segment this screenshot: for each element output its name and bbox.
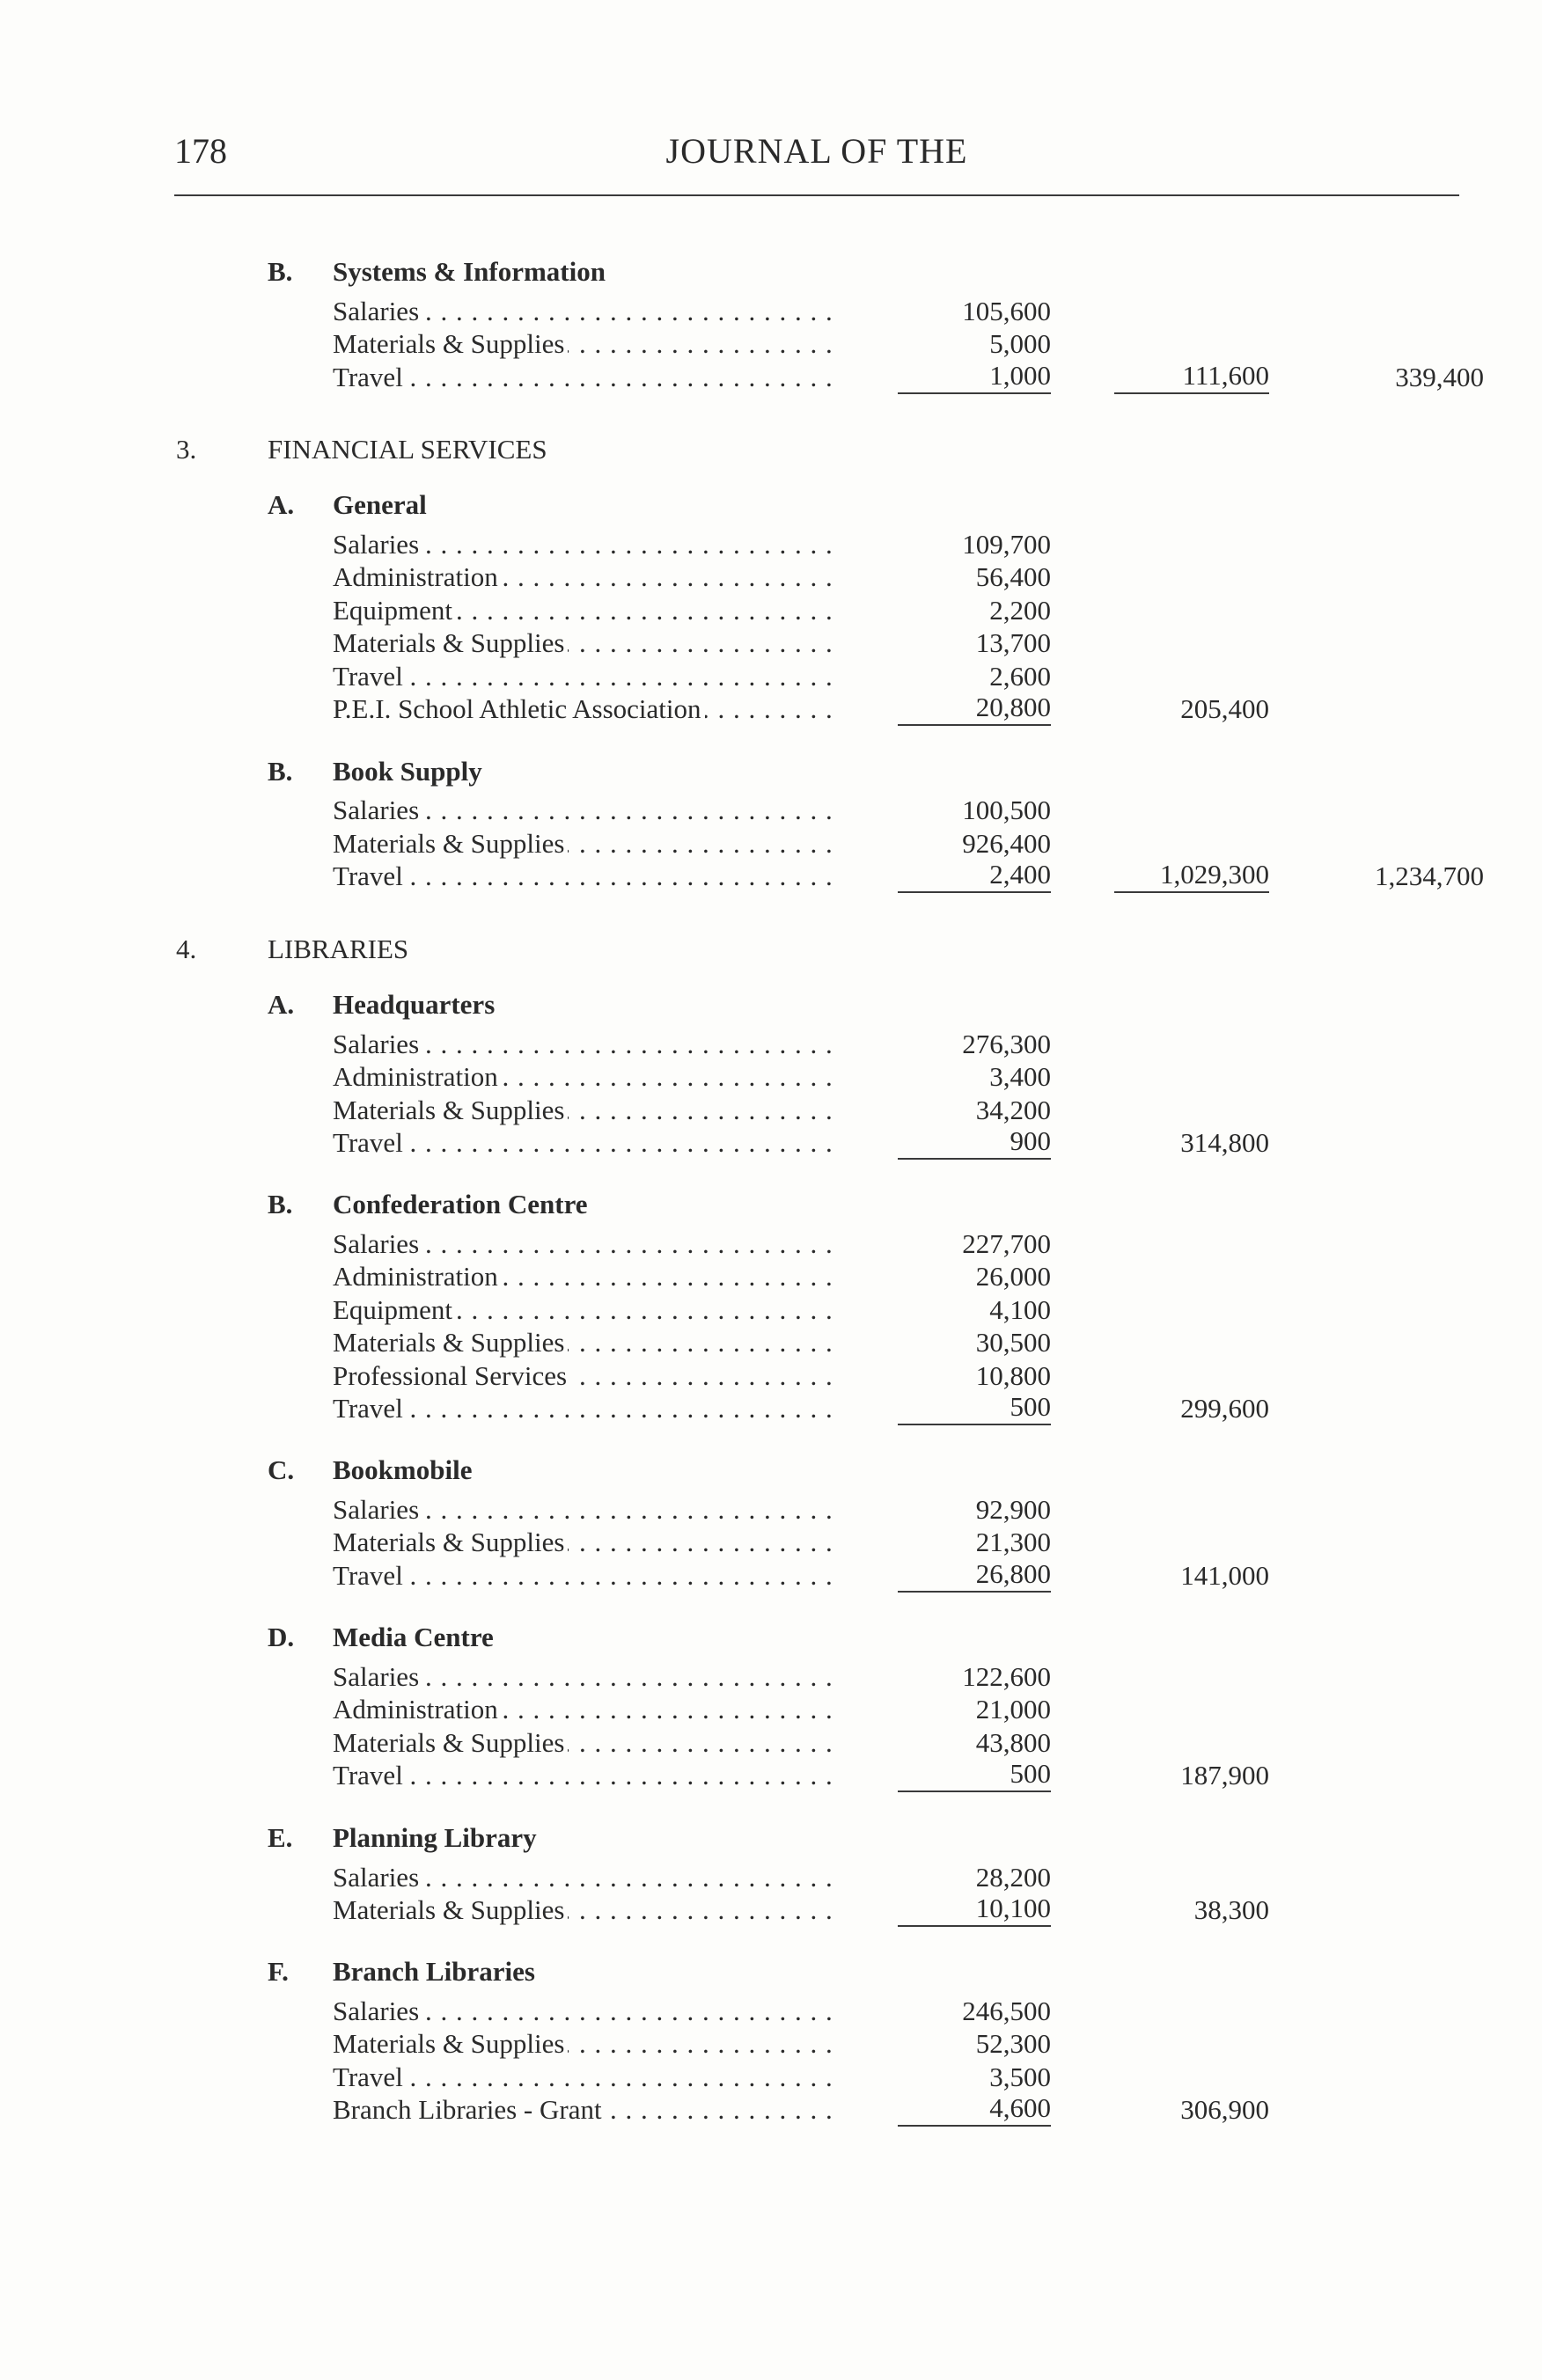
line-item-label — [333, 794, 833, 827]
line-item-label — [333, 860, 833, 893]
line-item-text: Travel — [333, 1760, 407, 1790]
table-row — [0, 1227, 1542, 1261]
line-item-amount: 10,800 — [975, 1360, 1051, 1391]
subsection-letter: B. — [268, 256, 293, 287]
line-item-amount: 21,300 — [975, 1527, 1051, 1557]
line-item-label — [333, 1126, 833, 1160]
subsection-heading — [0, 1454, 1542, 1487]
line-item-amount: 2,200 — [989, 595, 1051, 626]
section-total: 1,234,700 — [1375, 860, 1484, 891]
table-row — [0, 794, 1542, 827]
table-row — [0, 1293, 1542, 1327]
table-row — [0, 361, 1542, 394]
line-item-amount: 26,800 — [898, 1559, 1051, 1593]
table-row — [0, 1094, 1542, 1127]
subsection-title: Bookmobile — [333, 1454, 473, 1485]
line-item-label — [333, 1493, 833, 1527]
line-item-text: Branch Libraries - Grant — [333, 2094, 606, 2125]
line-item-text: Equipment — [333, 1294, 456, 1325]
subsection-total: 111,600 — [1114, 361, 1269, 394]
line-item-label — [333, 1526, 833, 1559]
line-item-label — [333, 2061, 833, 2094]
line-item-amount: 52,300 — [975, 2028, 1051, 2059]
subsection-total: 314,800 — [1180, 1127, 1269, 1158]
subsection-total: 141,000 — [1180, 1560, 1269, 1591]
line-item-label — [333, 1660, 833, 1694]
line-item-text: Administration — [333, 1694, 502, 1725]
line-item-label — [333, 1060, 833, 1094]
line-item-label — [333, 295, 833, 328]
line-item-text: P.E.I. School Athletic Association — [333, 693, 705, 724]
table-row — [0, 626, 1542, 660]
line-item-text: Administration — [333, 561, 502, 592]
line-item-text: Materials & Supplies — [333, 1095, 568, 1125]
line-item-text: Salaries — [333, 529, 422, 560]
line-item-label — [333, 1227, 833, 1261]
line-item-text: Administration — [333, 1261, 502, 1292]
line-item-text: Travel — [333, 661, 407, 692]
subsection-title: Branch Libraries — [333, 1956, 535, 1987]
subsection-letter: D. — [268, 1622, 295, 1652]
line-item-text: Salaries — [333, 1661, 422, 1692]
line-item-label — [333, 2093, 833, 2127]
line-item-text: Materials & Supplies — [333, 1894, 568, 1925]
line-item-label — [333, 1359, 833, 1393]
line-item-amount: 2,600 — [989, 661, 1051, 692]
section-number: 3. — [176, 434, 197, 465]
line-item-amount: 92,900 — [975, 1494, 1051, 1525]
subsection-heading — [0, 755, 1542, 788]
table-row — [0, 528, 1542, 561]
table-row — [0, 1861, 1542, 1894]
page-number: 178 — [174, 131, 227, 171]
line-item-label — [333, 1392, 833, 1425]
line-item-label — [333, 1094, 833, 1127]
subsection-total: 306,900 — [1180, 2094, 1269, 2125]
line-item-amount: 100,500 — [962, 795, 1051, 825]
line-item-amount: 276,300 — [962, 1029, 1051, 1059]
subsection-total: 299,600 — [1180, 1393, 1269, 1424]
table-row — [0, 327, 1542, 361]
line-item-amount: 2,400 — [898, 860, 1051, 893]
line-item-label — [333, 660, 833, 693]
table-row — [0, 2061, 1542, 2094]
table-row — [0, 1660, 1542, 1694]
line-item-amount: 28,200 — [975, 1862, 1051, 1893]
table-row — [0, 1893, 1542, 1927]
line-item-text: Materials & Supplies — [333, 627, 568, 658]
line-item-amount: 900 — [898, 1126, 1051, 1160]
line-item-text: Materials & Supplies — [333, 1727, 568, 1758]
section-title: FINANCIAL SERVICES — [268, 434, 547, 465]
journal-title: JOURNAL OF THE — [665, 131, 968, 171]
line-item-amount: 10,100 — [898, 1893, 1051, 1927]
table-row — [0, 1995, 1542, 2028]
subsection-letter: A. — [268, 989, 295, 1020]
section-heading — [0, 433, 1542, 466]
table-row — [0, 2027, 1542, 2061]
line-item-text: Salaries — [333, 1862, 422, 1893]
header-rule — [174, 194, 1459, 196]
line-item-label — [333, 560, 833, 594]
line-item-label — [333, 692, 833, 726]
subsection-letter: F. — [268, 1956, 289, 1987]
line-item-amount: 21,000 — [975, 1694, 1051, 1725]
subsection-title: Planning Library — [333, 1822, 537, 1853]
line-item-label — [333, 1893, 833, 1927]
line-item-amount: 122,600 — [962, 1661, 1051, 1692]
line-item-label — [333, 1293, 833, 1327]
line-item-text: Materials & Supplies — [333, 828, 568, 859]
table-row — [0, 827, 1542, 860]
line-item-label — [333, 1861, 833, 1894]
line-item-label — [333, 1693, 833, 1726]
line-item-text: Salaries — [333, 1494, 422, 1525]
subsection-total: 187,900 — [1180, 1760, 1269, 1790]
line-item-text: Materials & Supplies — [333, 1527, 568, 1557]
line-item-label — [333, 2027, 833, 2061]
line-item-label — [333, 1326, 833, 1359]
subsection-title: Confederation Centre — [333, 1189, 588, 1219]
line-item-label — [333, 1759, 833, 1792]
line-item-text: Materials & Supplies — [333, 2028, 568, 2059]
page-header — [174, 123, 1459, 176]
line-item-text: Administration — [333, 1061, 502, 1092]
table-row — [0, 1260, 1542, 1293]
line-item-amount: 30,500 — [975, 1327, 1051, 1358]
line-item-amount: 26,000 — [975, 1261, 1051, 1292]
line-item-label — [333, 1559, 833, 1593]
line-item-text: Travel — [333, 362, 407, 392]
line-item-label — [333, 1028, 833, 1061]
table-row — [0, 2093, 1542, 2127]
line-item-amount: 4,100 — [989, 1294, 1051, 1325]
table-row — [0, 1726, 1542, 1760]
subsection-total: 1,029,300 — [1114, 860, 1269, 893]
subsection-title: Headquarters — [333, 989, 496, 1020]
subsection-title: Systems & Information — [333, 256, 606, 287]
table-row — [0, 1359, 1542, 1393]
line-item-amount: 500 — [898, 1392, 1051, 1425]
line-item-label — [333, 626, 833, 660]
subsection-title: General — [333, 489, 427, 520]
line-item-text: Travel — [333, 1127, 407, 1158]
subsection-heading — [0, 1621, 1542, 1654]
line-item-text: Professional Services — [333, 1360, 570, 1391]
line-item-text: Salaries — [333, 795, 422, 825]
line-item-amount: 926,400 — [962, 828, 1051, 859]
line-item-text: Equipment — [333, 595, 456, 626]
line-item-text: Materials & Supplies — [333, 1327, 568, 1358]
line-item-text: Salaries — [333, 296, 422, 326]
line-item-amount: 1,000 — [898, 361, 1051, 394]
table-row — [0, 295, 1542, 328]
line-item-label — [333, 361, 833, 394]
line-item-label — [333, 1726, 833, 1760]
subsection-title: Media Centre — [333, 1622, 494, 1652]
subsection-letter: E. — [268, 1822, 293, 1853]
subsection-total: 205,400 — [1180, 693, 1269, 724]
subsection-heading — [0, 488, 1542, 522]
line-item-label — [333, 827, 833, 860]
line-item-text: Travel — [333, 1560, 407, 1591]
subsection-total: 38,300 — [1193, 1894, 1269, 1925]
subsection-heading — [0, 988, 1542, 1022]
subsection-heading — [0, 1821, 1542, 1855]
line-item-amount: 3,400 — [989, 1061, 1051, 1092]
line-item-text: Salaries — [333, 1029, 422, 1059]
table-row — [0, 594, 1542, 627]
line-item-amount: 227,700 — [962, 1228, 1051, 1259]
table-row — [0, 1693, 1542, 1726]
section-total: 339,400 — [1395, 362, 1484, 392]
subsection-letter: A. — [268, 489, 295, 520]
line-item-amount: 5,000 — [989, 328, 1051, 359]
line-item-text: Materials & Supplies — [333, 328, 568, 359]
table-row — [0, 1759, 1542, 1792]
line-item-amount: 4,600 — [898, 2093, 1051, 2127]
table-row — [0, 1392, 1542, 1425]
line-item-amount: 56,400 — [975, 561, 1051, 592]
table-row — [0, 560, 1542, 594]
subsection-letter: C. — [268, 1454, 295, 1485]
table-row — [0, 1326, 1542, 1359]
table-row — [0, 1493, 1542, 1527]
line-item-amount: 43,800 — [975, 1727, 1051, 1758]
line-item-text: Travel — [333, 2061, 407, 2092]
line-item-label — [333, 1995, 833, 2028]
line-item-amount: 13,700 — [975, 627, 1051, 658]
subsection-title: Book Supply — [333, 756, 482, 787]
line-item-amount: 109,700 — [962, 529, 1051, 560]
line-item-text: Salaries — [333, 1228, 422, 1259]
table-row — [0, 1526, 1542, 1559]
table-row — [0, 1559, 1542, 1593]
table-row — [0, 692, 1542, 726]
line-item-text: Travel — [333, 860, 407, 891]
table-row — [0, 860, 1542, 893]
subsection-heading — [0, 1955, 1542, 1988]
table-row — [0, 660, 1542, 693]
line-item-label — [333, 1260, 833, 1293]
line-item-amount: 246,500 — [962, 1996, 1051, 2026]
section-heading — [0, 933, 1542, 966]
table-row — [0, 1060, 1542, 1094]
line-item-label — [333, 327, 833, 361]
table-row — [0, 1126, 1542, 1160]
subsection-heading — [0, 1188, 1542, 1221]
line-item-amount: 20,800 — [898, 692, 1051, 726]
subsection-letter: B. — [268, 1189, 293, 1219]
section-number: 4. — [176, 934, 197, 964]
table-row — [0, 1028, 1542, 1061]
line-item-text: Salaries — [333, 1996, 422, 2026]
line-item-amount: 34,200 — [975, 1095, 1051, 1125]
subsection-letter: B. — [268, 756, 293, 787]
line-item-amount: 3,500 — [989, 2061, 1051, 2092]
line-item-label — [333, 528, 833, 561]
section-title: LIBRARIES — [268, 934, 409, 964]
subsection-heading — [0, 255, 1542, 289]
line-item-amount: 500 — [898, 1759, 1051, 1792]
line-item-amount: 105,600 — [962, 296, 1051, 326]
line-item-text: Travel — [333, 1393, 407, 1424]
line-item-label — [333, 594, 833, 627]
